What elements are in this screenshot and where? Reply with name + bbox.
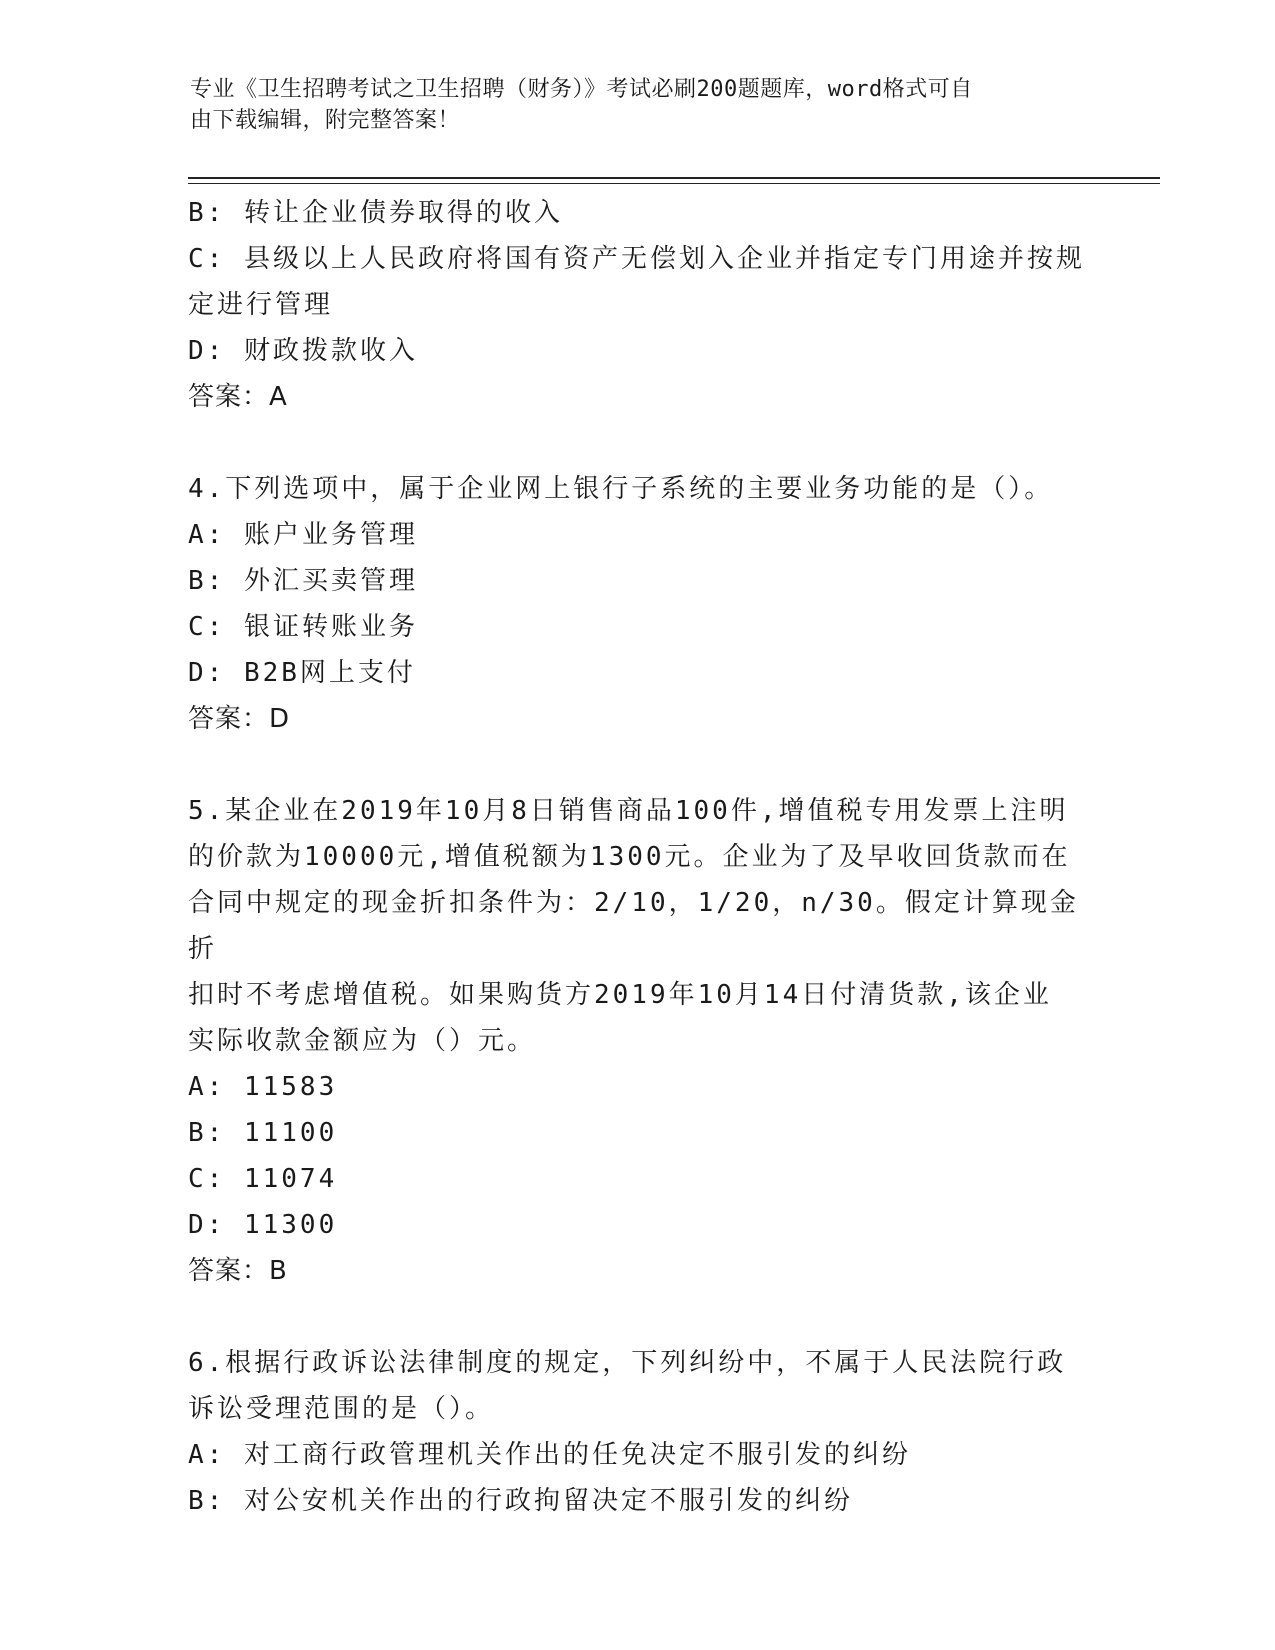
document-header (190, 74, 1070, 136)
answer: 答案：D (188, 704, 291, 734)
option-b: B: 11100 (188, 1118, 338, 1148)
question-stem: 的价款为10000元,增值税额为1300元。企业为了及早收回货款而在 (188, 842, 1071, 872)
header-line-2: 由下载编辑，附完整答案！ (190, 108, 461, 133)
answer: 答案：A (188, 382, 288, 412)
option-b: B: 对公安机关作出的行政拘留决定不服引发的纠纷 (188, 1486, 853, 1516)
answer: 答案：B (188, 1256, 288, 1286)
option-b: B: 外汇买卖管理 (188, 566, 418, 596)
header-rule-thick (188, 177, 1160, 179)
header-line-1: 专业《卫生招聘考试之卫生招聘（财务）》考试必刷200题题库，word格式可自 (190, 77, 973, 102)
question-stem: 6.根据行政诉讼法律制度的规定，下列纠纷中，不属于人民法院行政 (188, 1348, 1067, 1378)
question-6 (188, 1340, 1088, 1524)
spacer (188, 1294, 1088, 1340)
option-b: B: 转让企业债券取得的收入 (188, 198, 563, 228)
question-stem: 扣时不考虑增值税。如果购货方2019年10月14日付清货款,该企业 (188, 980, 1052, 1010)
option-c: C: 县级以上人民政府将国有资产无偿划入企业并指定专门用途并按规 (188, 244, 1085, 274)
option-c: C: 银证转账业务 (188, 612, 418, 642)
spacer (188, 420, 1088, 466)
question-stem: 4.下列选项中，属于企业网上银行子系统的主要业务功能的是（）。 (188, 474, 1054, 504)
question-stem: 合同中规定的现金折扣条件为：2/10，1/20，n/30。假定计算现金折 (188, 888, 1079, 964)
option-d: D: 财政拨款收入 (188, 336, 418, 366)
question-stem: 5.某企业在2019年10月8日销售商品100件,增值税专用发票上注明 (188, 796, 1069, 826)
spacer (188, 742, 1088, 788)
option-d: D: B2B网上支付 (188, 658, 416, 688)
question-4 (188, 466, 1088, 742)
question-5 (188, 788, 1088, 1294)
option-a: A: 11583 (188, 1072, 338, 1102)
option-c-continued: 定进行管理 (188, 290, 334, 320)
option-a: A: 账户业务管理 (188, 520, 418, 550)
question-stem: 诉讼受理范围的是（）。 (188, 1394, 495, 1424)
question-content (188, 190, 1088, 1524)
header-rule-thin (188, 183, 1160, 184)
option-c: C: 11074 (188, 1164, 338, 1194)
question-3-tail (188, 190, 1088, 420)
option-a: A: 对工商行政管理机关作出的任免决定不服引发的纠纷 (188, 1440, 911, 1470)
option-d: D: 11300 (188, 1210, 338, 1240)
question-stem: 实际收款金额应为（）元。 (188, 1026, 537, 1056)
